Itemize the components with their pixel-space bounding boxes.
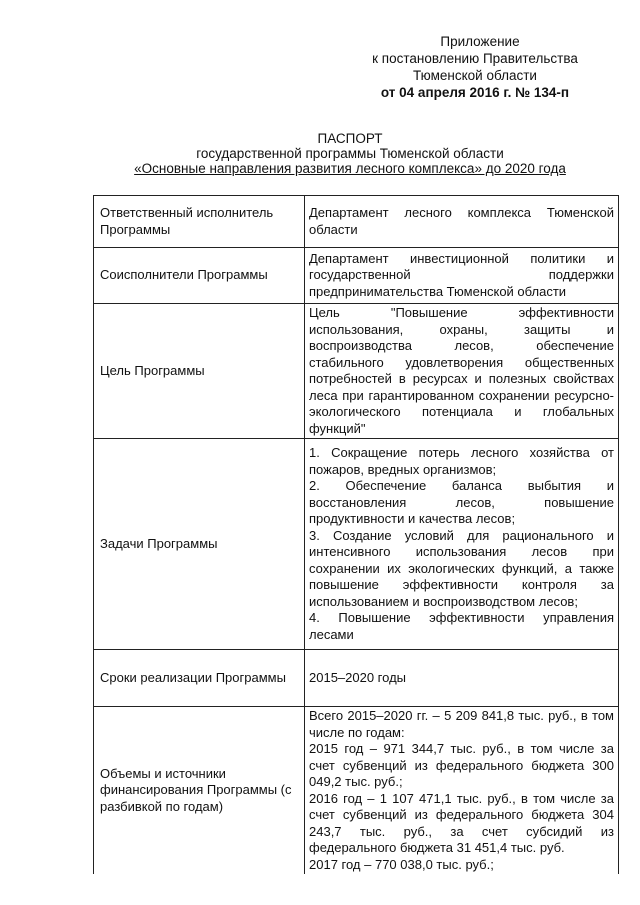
row-label-goal: Цель Программы bbox=[94, 304, 305, 439]
table-row bbox=[94, 196, 619, 248]
passport-title bbox=[100, 131, 600, 176]
row-value-tasks bbox=[305, 439, 619, 650]
row-label-responsible: Ответственный исполнитель Программы bbox=[94, 196, 305, 248]
row-label-terms: Сроки реализации Программы bbox=[94, 650, 305, 707]
row-label-tasks: Задачи Программы bbox=[94, 439, 305, 650]
passport-table bbox=[93, 195, 619, 874]
row-label-funding: Объемы и источники финансирования Программы (с разбивкой по годам) bbox=[94, 707, 305, 875]
appendix-header bbox=[360, 33, 590, 101]
row-value-responsible: Департамент лесного комплекса Тюменской области bbox=[305, 196, 619, 248]
table-row bbox=[94, 439, 619, 650]
passport-heading: ПАСПОРТ bbox=[317, 131, 383, 146]
table-row bbox=[94, 650, 619, 707]
funding-item: Всего 2015–2020 гг. – 5 209 841,8 тыс. руб., в том числе по годам: bbox=[309, 708, 614, 740]
table-row bbox=[94, 304, 619, 439]
task-item: 1. Сокращение потерь лесного хозяйства от пожаров, вредных организмов; bbox=[309, 445, 614, 477]
table-row bbox=[94, 248, 619, 304]
funding-item: 2017 год – 770 038,0 тыс. руб.; bbox=[309, 856, 494, 872]
funding-item: 2016 год – 1 107 471,1 тыс. руб., в том числе за счет субвенций из федерального бюджета 304 243,7 тыс. руб., за счет субсидий из федерального бюджета 31 451,4 тыс. руб. bbox=[309, 790, 614, 855]
table-row bbox=[94, 707, 619, 875]
row-value-coexecutors: Департамент инвестиционной политики и государственной поддержки предпринимательства Тюменской области bbox=[305, 248, 619, 304]
appendix-date: от 04 апреля 2016 г. № 134-п bbox=[380, 85, 570, 100]
task-item: 2. Обеспечение баланса выбытия и восстановления лесов, повышение продуктивности и качества лесов; bbox=[309, 478, 614, 526]
appendix-line-1: к постановлению Правительства bbox=[372, 51, 578, 66]
appendix-line-2: Тюменской области bbox=[413, 68, 537, 83]
row-value-terms: 2015–2020 годы bbox=[305, 650, 619, 707]
task-item: 3. Создание условий для рационального и интенсивного использования лесов при сохранении их экологических функций, а также повышение эффективности контроля за использованием и воспроизводством лесов; bbox=[309, 527, 614, 609]
row-value-goal: Цель "Повышение эффективности использования, охраны, защиты и воспроизводства лесов, обеспечение стабильного удовлетворения общественных потребностей в ресурсах и полезных свойствах леса при гарантированном сохранении ресурсно-экологического потенциала и глобальных функций" bbox=[305, 304, 619, 439]
task-item: 4. Повышение эффективности управления лесами bbox=[309, 610, 614, 642]
row-label-coexecutors: Соисполнители Программы bbox=[94, 248, 305, 304]
funding-item: 2015 год – 971 344,7 тыс. руб., в том числе за счет субвенций из федерального бюджета 300 049,2 тыс. руб.; bbox=[309, 741, 614, 789]
program-name: «Основные направления развития лесного комплекса» до 2020 года bbox=[134, 161, 566, 176]
row-value-funding bbox=[305, 707, 619, 875]
passport-subtitle: государственной программы Тюменской области bbox=[196, 146, 504, 161]
appendix-title: Приложение bbox=[440, 34, 520, 49]
